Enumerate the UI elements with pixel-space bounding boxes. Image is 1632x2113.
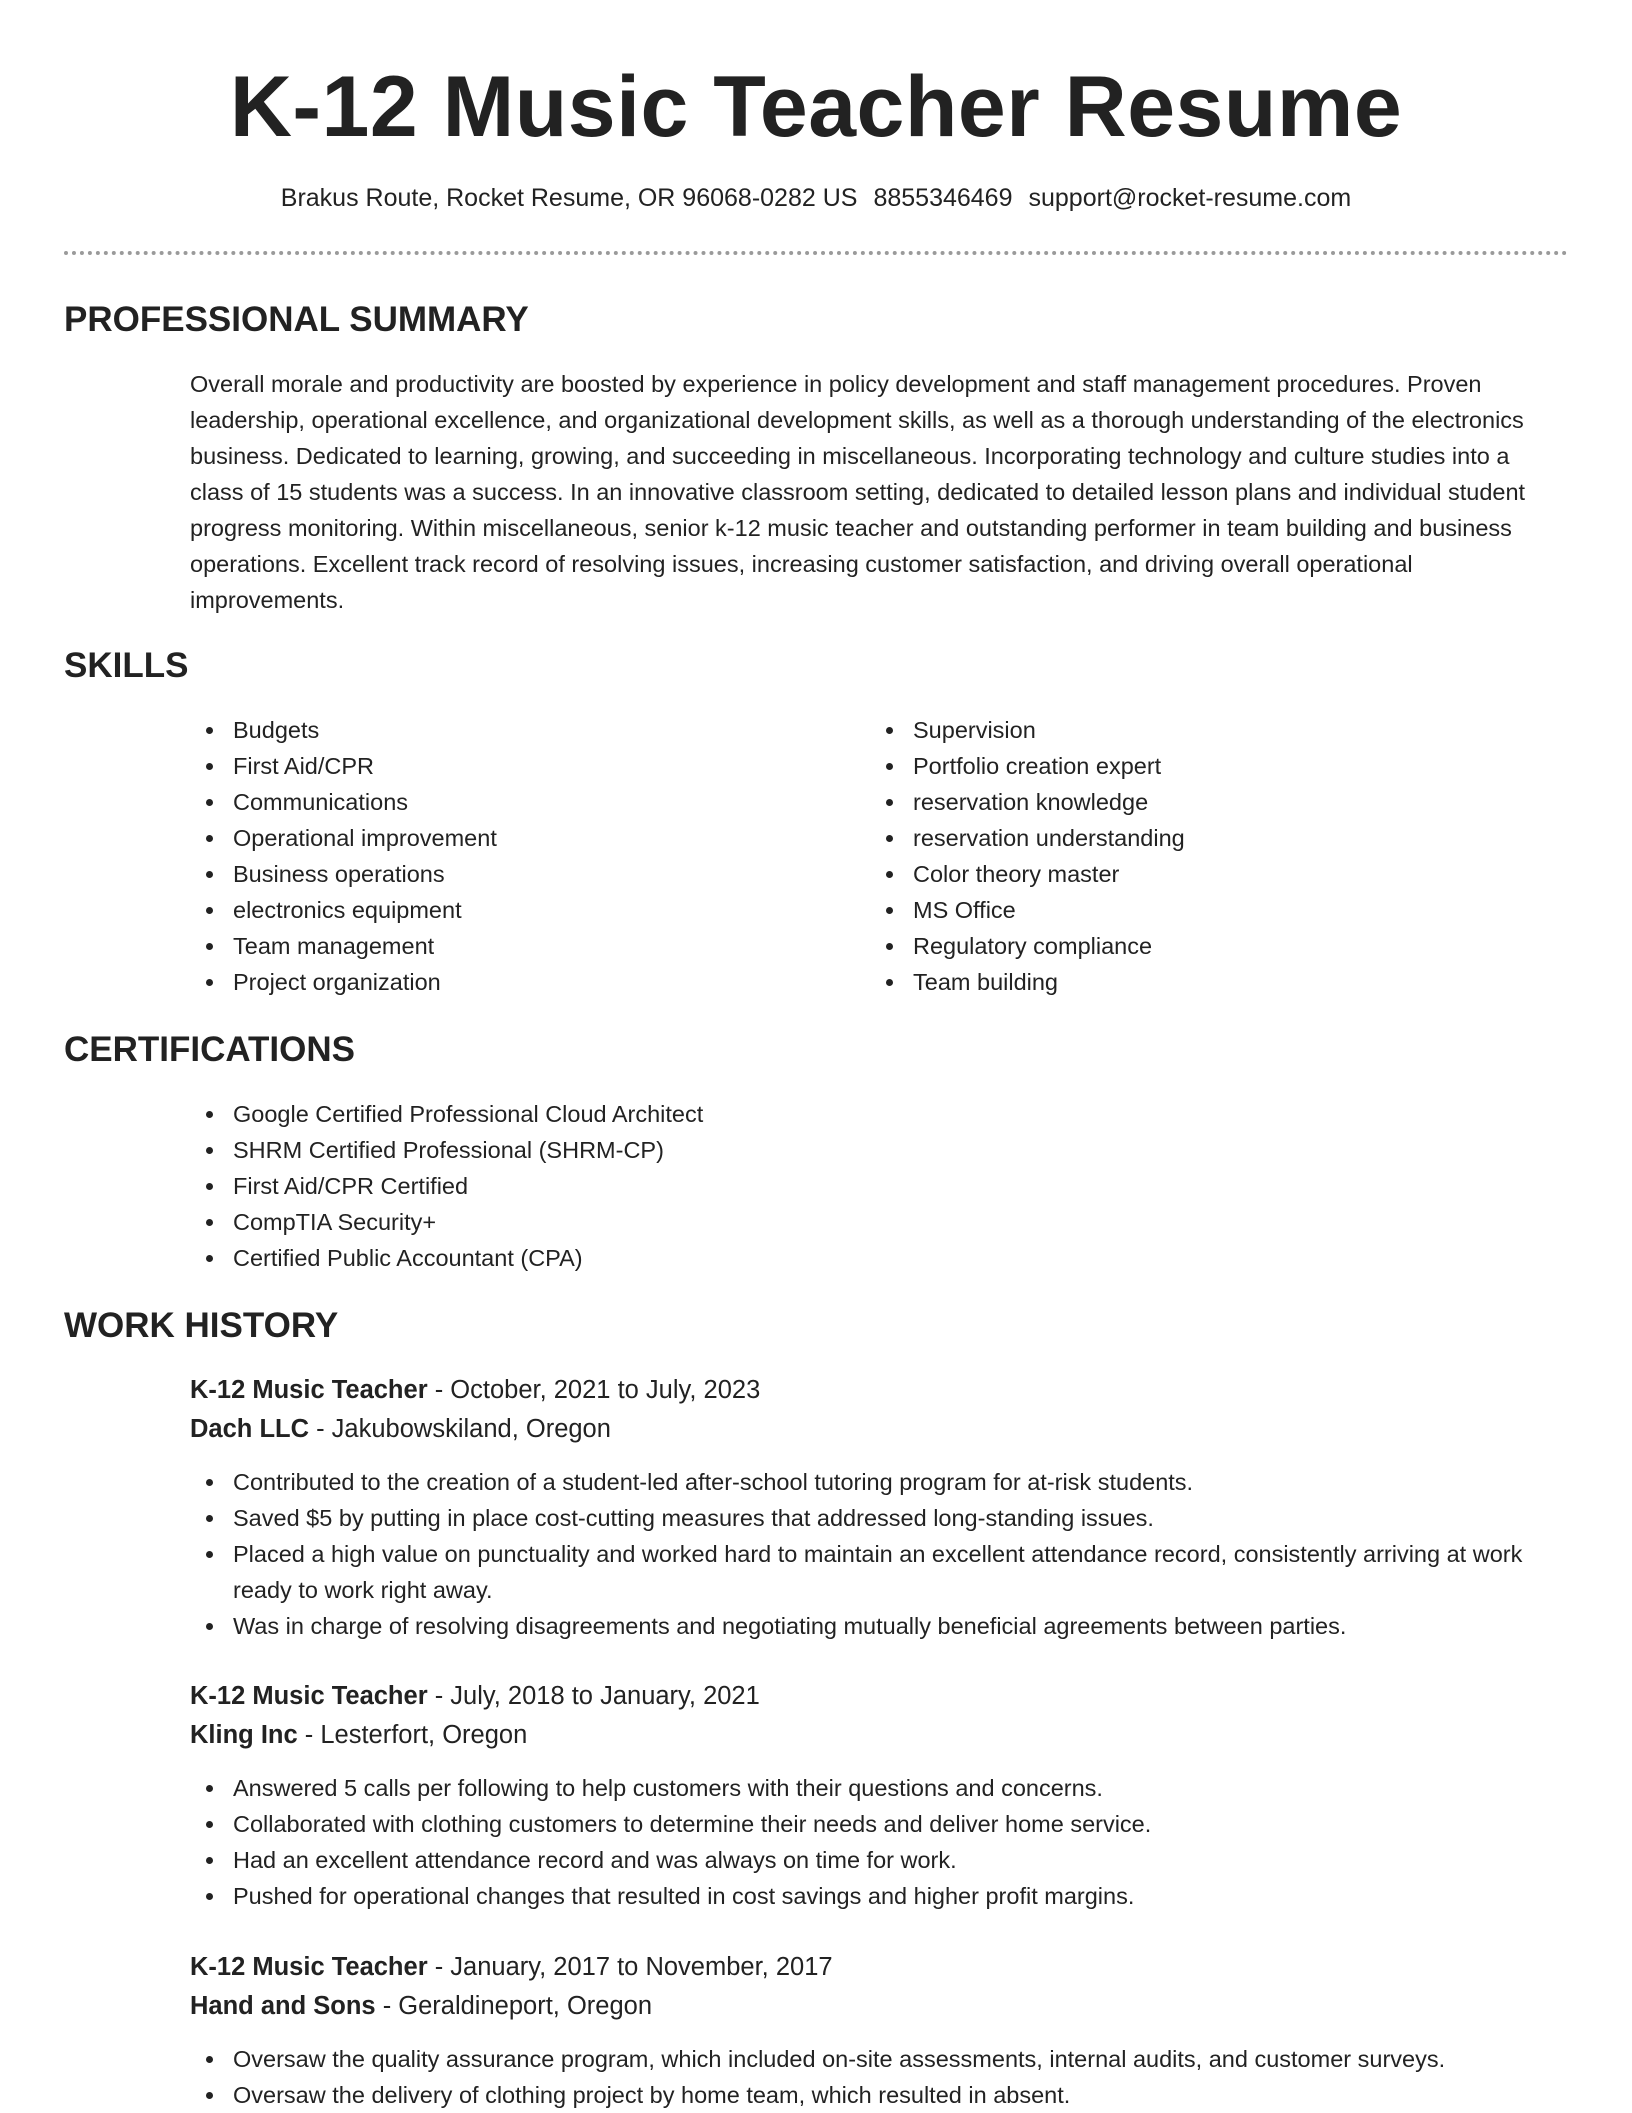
job-company: Dach LLC bbox=[190, 1415, 310, 1443]
job-company-line bbox=[190, 1410, 1568, 1449]
header-divider bbox=[64, 251, 1568, 255]
job-duty: Had an excellent attendance record and was always on time for work. bbox=[190, 1842, 1568, 1878]
certifications-list bbox=[190, 1096, 1490, 1276]
job-duty: Pushed for operational changes that resulted in cost savings and higher profit margins. bbox=[190, 1878, 1568, 1914]
contact-address: Brakus Route, Rocket Resume, OR 96068-0282 US bbox=[280, 184, 858, 212]
job-title-line bbox=[190, 1371, 1568, 1410]
job-duty: Collaborated with clothing customers to determine their needs and deliver home service. bbox=[190, 1806, 1568, 1842]
job-company-line bbox=[190, 1987, 1568, 2026]
skill-item: Color theory master bbox=[870, 856, 1510, 892]
contact-info bbox=[0, 180, 1632, 216]
skill-item: Regulatory compliance bbox=[870, 928, 1510, 964]
summary-heading: PROFESSIONAL SUMMARY bbox=[64, 300, 529, 339]
skill-item: reservation knowledge bbox=[870, 784, 1510, 820]
job-company: Kling Inc bbox=[190, 1721, 298, 1749]
job-duty: Oversaw the quality assurance program, which included on-site assessments, internal audits, and customer surveys. bbox=[190, 2041, 1568, 2077]
job-title-line bbox=[190, 1948, 1568, 1987]
job-location: - Lesterfort, Oregon bbox=[297, 1721, 528, 1749]
skill-item: Portfolio creation expert bbox=[870, 748, 1510, 784]
job-duties-list bbox=[190, 2041, 1568, 2113]
job-dates: - July, 2018 to January, 2021 bbox=[427, 1682, 760, 1710]
job-title: K-12 Music Teacher bbox=[190, 1953, 428, 1981]
skill-item: reservation understanding bbox=[870, 820, 1510, 856]
certification-item: Google Certified Professional Cloud Architect bbox=[190, 1096, 1490, 1132]
job-entry bbox=[190, 1948, 1568, 2113]
skill-item: MS Office bbox=[870, 892, 1510, 928]
job-title: K-12 Music Teacher bbox=[190, 1376, 428, 1404]
job-dates: - October, 2021 to July, 2023 bbox=[427, 1376, 761, 1404]
skills-list-left bbox=[190, 712, 830, 1000]
skill-item: Communications bbox=[190, 784, 830, 820]
job-title-line bbox=[190, 1677, 1568, 1716]
contact-phone: 8855346469 bbox=[873, 184, 1013, 212]
certifications-heading: CERTIFICATIONS bbox=[64, 1030, 356, 1069]
skill-item: First Aid/CPR bbox=[190, 748, 830, 784]
certification-item: SHRM Certified Professional (SHRM-CP) bbox=[190, 1132, 1490, 1168]
certification-item: First Aid/CPR Certified bbox=[190, 1168, 1490, 1204]
job-duty: Oversaw the delivery of clothing project by home team, which resulted in absent. bbox=[190, 2077, 1568, 2113]
job-duty: Saved $5 by putting in place cost-cutting measures that addressed long-standing issues. bbox=[190, 1500, 1568, 1536]
job-dates: - January, 2017 to November, 2017 bbox=[427, 1953, 833, 1981]
certification-item: CompTIA Security+ bbox=[190, 1204, 1490, 1240]
job-duty: Contributed to the creation of a student-led after-school tutoring program for at-risk students. bbox=[190, 1464, 1568, 1500]
job-entry bbox=[190, 1371, 1568, 1644]
page-title: K-12 Music Teacher Resume bbox=[229, 59, 1403, 155]
job-company-line bbox=[190, 1716, 1568, 1755]
job-duties-list bbox=[190, 1770, 1568, 1914]
skill-item: Budgets bbox=[190, 712, 830, 748]
job-entry bbox=[190, 1677, 1568, 1914]
skill-item: Team management bbox=[190, 928, 830, 964]
job-duty: Placed a high value on punctuality and worked hard to maintain an excellent attendance record, consistently arriving at work ready to work right away. bbox=[190, 1536, 1568, 1608]
job-location: - Jakubowskiland, Oregon bbox=[309, 1415, 611, 1443]
skill-item: Project organization bbox=[190, 964, 830, 1000]
work-history-heading: WORK HISTORY bbox=[64, 1306, 339, 1345]
skill-item: electronics equipment bbox=[190, 892, 830, 928]
job-title: K-12 Music Teacher bbox=[190, 1682, 428, 1710]
skill-item: Team building bbox=[870, 964, 1510, 1000]
job-company: Hand and Sons bbox=[190, 1992, 376, 2020]
contact-email: support@rocket-resume.com bbox=[1028, 184, 1352, 212]
summary-text: Overall morale and productivity are boosted by experience in policy development and staff management procedures. Proven leadership, operational excellence, and organizational development skills, as well as a thorough understanding of the electronics business. Dedicated to learning, growing, and succeeding in miscellaneous. Incorporating technology and culture studies into a class of 15 students was a success. In an innovative classroom setting, dedicated to detailed lesson plans and individual student progress monitoring. Within miscellaneous, senior k-12 music teacher and outstanding performer in team building and business operations. Excellent track record of resolving issues, increasing customer satisfaction, and driving overall operational improvements. bbox=[190, 371, 1526, 613]
certification-item: Certified Public Accountant (CPA) bbox=[190, 1240, 1490, 1276]
job-duties-list bbox=[190, 1464, 1568, 1644]
skills-list-right bbox=[870, 712, 1510, 1000]
skill-item: Operational improvement bbox=[190, 820, 830, 856]
skills-heading: SKILLS bbox=[64, 646, 189, 685]
skill-item: Supervision bbox=[870, 712, 1510, 748]
job-duty: Was in charge of resolving disagreements and negotiating mutually beneficial agreements between parties. bbox=[190, 1608, 1568, 1644]
skill-item: Business operations bbox=[190, 856, 830, 892]
job-location: - Geraldineport, Oregon bbox=[375, 1992, 653, 2020]
job-duty: Answered 5 calls per following to help customers with their questions and concerns. bbox=[190, 1770, 1568, 1806]
